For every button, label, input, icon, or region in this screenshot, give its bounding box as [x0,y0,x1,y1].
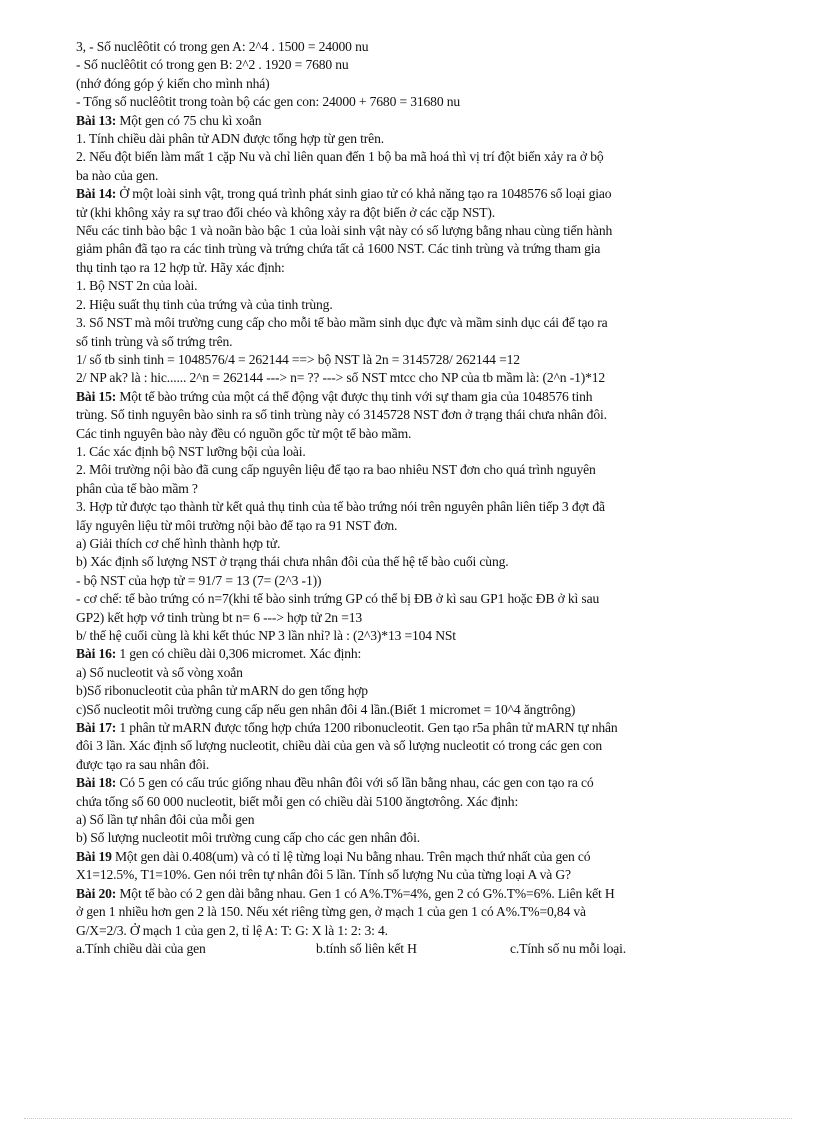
text-line: lấy nguyên liệu từ môi trường nội bào để tạo ra 91 NST đơn. [76,517,398,533]
exercise-20-intro: Một tế bào có 2 gen dài bằng nhau. Gen 1 có A%.T%=4%, gen 2 có G%.T%=6%. Liên kết H [116,885,615,901]
exercise-14-title: Bài 14: [76,186,117,202]
text-line: 1. Các xác định bộ NST lưỡng bội của loài. [76,443,306,459]
text-line: 1/ số tb sinh tinh = 1048576/4 = 262144 ==> bộ NST là 2n = 3145728/ 262144 =12 [76,351,520,367]
exercise-20-title: Bài 20: [76,885,117,901]
text-line: phân của tế bào mầm ? [76,480,198,496]
document-body [76,38,776,958]
text-line: được tạo ra sau nhân đôi. [76,756,210,772]
text-line: - Tổng số nuclêôtit trong toàn bộ các gen con: 24000 + 7680 = 31680 nu [76,94,461,110]
task-a: a.Tính chiều dài của gen [76,940,206,956]
exercise-13-title: Bài 13: [76,112,117,128]
task-c: c.Tính số nu mỗi loại. [510,940,627,956]
text-line: 3, - Số nuclêôtit có trong gen A: 2^4 . 1500 = 24000 nu [76,39,369,54]
text-line: a) Giải thích cơ chế hình thành hợp tử. [76,535,281,551]
text-line: 2. Nếu đột biến làm mất 1 cặp Nu và chỉ liên quan đến 1 bộ ba mã hoá thì vị trí đột biến xảy ra ở bộ [76,149,604,165]
exercise-19-title: Bài 19 [76,848,112,864]
text-line: ở gen 1 nhiều hơn gen 2 là 150. Nếu xét riêng từng gen, ở mạch 1 của gen 1 có A%.T%=0,84 và [76,904,586,920]
text-line: tử (khi không xảy ra sự trao đổi chéo và không xảy ra đột biến ở các cặp NST). [76,204,496,220]
text-line: số tinh trùng và số trứng trên. [76,333,233,349]
exercise-13-heading [76,112,776,130]
exercise-16-title: Bài 16: [76,646,117,662]
text-line: 1. Bộ NST 2n của loài. [76,278,198,294]
text-line: 1. Tính chiều dài phân tử ADN được tổng hợp từ gen trên. [76,131,384,147]
text-line: X1=12.5%, T1=10%. Gen nói trên tự nhân đôi 5 lần. Tính số lượng Nu của từng loại A và G? [76,867,571,883]
page-footer-divider [24,1118,792,1119]
text-line: (nhớ đóng góp ý kiến cho mình nhá) [76,75,270,91]
exercise-13-intro: Một gen có 75 chu kì xoắn [116,112,262,128]
exercise-18-intro: Có 5 gen có cấu trúc giống nhau đều nhân đôi với số lần bằng nhau, các gen con tạo ra có [116,775,594,791]
exercise-18-title: Bài 18: [76,775,117,791]
text-line: thụ tinh tạo ra 12 hợp tử. Hãy xác định: [76,259,285,275]
exercise-18-heading [76,774,776,792]
exercise-15-intro: Một tế bào trứng của một cá thể động vật được thụ tinh với sự tham gia của 1048576 tinh [116,388,593,404]
text-line: đôi 3 lần. Xác định số lượng nucleotit, chiều dài của gen và số lượng nucleotit có trong các gen con [76,738,602,754]
text-line: 2. Môi trường nội bào đã cung cấp nguyên liệu để tạo ra bao nhiêu NST đơn cho quá trình nguyên [76,462,596,478]
text-line: GP2) kết hợp vớ tinh trùng bt n= 6 ---> hợp tử 2n =13 [76,609,363,625]
exercise-14-intro: Ở một loài sinh vật, trong quá trình phát sinh giao tử có khả năng tạo ra 1048576 số loại giao [116,186,612,202]
exercise-19-intro: Một gen dài 0.408(um) và có tỉ lệ từng loại Nu bằng nhau. Trên mạch thứ nhất của gen có [111,848,591,864]
text-line: Các tinh nguyên bào này đều có nguồn gốc từ một tế bào mầm. [76,425,412,441]
text-line: - Số nuclêôtit có trong gen B: 2^2 . 1920 = 7680 nu [76,57,349,73]
text-line: b/ thế hệ cuối cùng là khi kết thúc NP 3 lần nhỉ? là : (2^3)*13 =104 NSt [76,628,456,643]
text-line: a) Số nucleotit và số vòng xoắn [76,664,243,680]
exercise-16-heading [76,645,776,663]
task-b: b.tính số liên kết H [316,940,417,956]
text-line: 3. Hợp tử được tạo thành từ kết quả thụ tinh của tế bào trứng nói trên nguyên phân liên tiếp 3 đợt đã [76,499,605,515]
exercise-19-heading [76,848,776,866]
text-line: 2. Hiệu suất thụ tinh của trứng và của tinh trùng. [76,296,333,312]
exercise-17-title: Bài 17: [76,720,117,736]
text-line: chứa tổng số 60 000 nucleotit, biết mỗi gen có chiều dài 5100 ăngtơrông. Xác định: [76,793,519,809]
text-line: - bộ NST của hợp tử = 91/7 = 13 (7= (2^3 -1)) [76,572,322,588]
exercise-20-heading [76,885,776,903]
exercise-14-heading [76,185,776,203]
text-line: giảm phân đã tạo ra các tinh trùng và trứng chứa tất cả 1600 NST. Các tinh trùng và trứng tham gia [76,241,601,257]
exercise-17-intro: 1 phân tử mARN được tổng hợp chứa 1200 ribonucleotit. Gen tạo r5a phân tử mARN tự nhân [116,720,618,736]
text-line: b) Xác định số lượng NST ở trạng thái chưa nhân đôi của thế hệ tế bào cuối cùng. [76,554,509,570]
text-line: G/X=2/3. Ở mạch 1 của gen 2, tỉ lệ A: T: G: X là 1: 2: 3: 4. [76,922,388,938]
exercise-20-tasks [76,940,776,958]
exercise-17-heading [76,719,776,737]
text-line: b) Số lượng nucleotit môi trường cung cấp cho các gen nhân đôi. [76,830,420,846]
text-line: ba nào của gen. [76,167,159,183]
text-line: 2/ NP ak? là : hic...... 2^n = 262144 ---> n= ?? ---> số NST mtcc cho NP của tb mầm là: (2^n -1)*12 [76,370,606,386]
exercise-15-title: Bài 15: [76,388,117,404]
exercise-15-heading [76,388,776,406]
text-line: a) Số lần tự nhân đôi của mỗi gen [76,812,255,828]
text-line: Nếu các tinh bào bậc 1 và noãn bào bậc 1 của loài sinh vật này có số lượng bằng nhau cùng tiến hành [76,223,613,239]
text-line: - cơ chế: tế bào trứng có n=7(khi tế bào sinh trứng GP có thể bị ĐB ở kì sau GP1 hoặc ĐB ở kì sau [76,591,600,607]
text-line: trùng. Số tinh nguyên bào sinh ra số tinh trùng này có 3145728 NST đơn ở trạng thái chưa nhân đôi. [76,407,607,423]
exercise-16-intro: 1 gen có chiều dài 0,306 micromet. Xác định: [116,646,362,662]
text-line: c)Số nucleotit môi trường cung cấp nếu gen nhân đôi 4 lần.(Biết 1 micromet = 10^4 ăngtrông) [76,701,576,717]
text-line: 3. Số NST mà môi trường cung cấp cho mỗi tế bào mầm sinh dục đực và mầm sinh dục cái để tạo ra [76,315,608,331]
text-line: b)Số ribonucleotit của phân tử mARN do gen tổng hợp [76,683,368,699]
